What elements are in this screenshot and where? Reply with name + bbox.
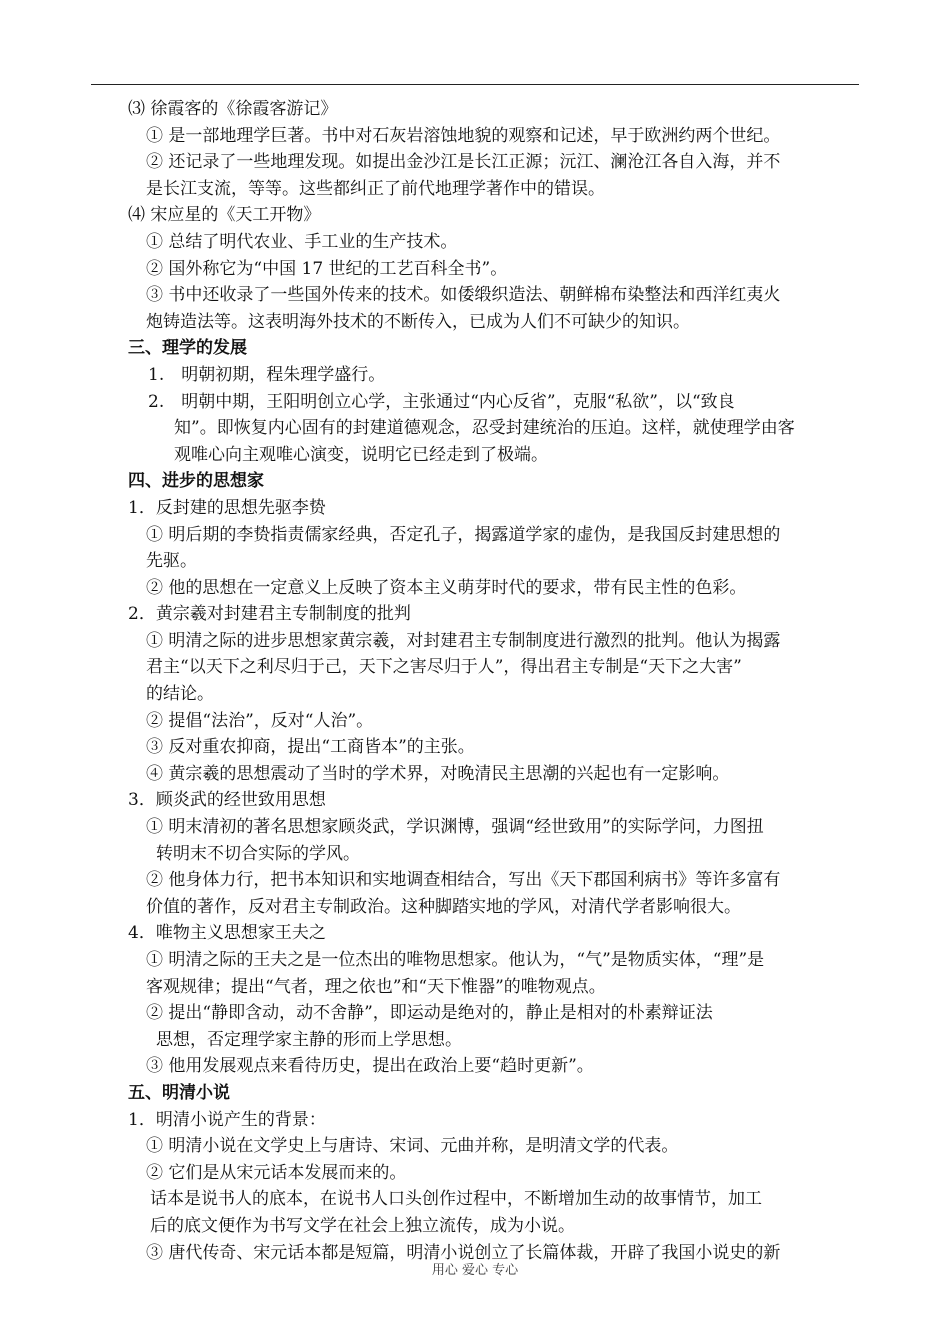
text-line: ① 明清之际的进步思想家黄宗羲，对封建君主专制制度进行激烈的批判。他认为揭露 bbox=[146, 630, 781, 651]
text-line: ② 还记录了一些地理发现。如提出金沙江是长江正源；沅江、澜沧江各自入海，并不 bbox=[146, 152, 781, 173]
text-line: ② 它们是从宋元话本发展而来的。 bbox=[146, 1162, 407, 1183]
text-line: 炮铸造法等。这表明海外技术的不断传入，已成为人们不可缺少的知识。 bbox=[146, 311, 690, 332]
text-line: ① 是一部地理学巨著。书中对石灰岩溶蚀地貌的观察和记述，早于欧洲约两个世纪。 bbox=[146, 125, 781, 146]
text-line: 2. 明朝中期，王阳明创立心学，主张通过“内心反省”，克服“私欲”，以“致良 bbox=[148, 391, 735, 412]
text-line: ④ 黄宗羲的思想震动了当时的学术界，对晚清民主思潮的兴起也有一定影响。 bbox=[146, 763, 730, 784]
page-footer: 用心 爱心 专心 bbox=[431, 1263, 519, 1278]
text-line: ③ 反对重农抑商，提出“工商皆本”的主张。 bbox=[146, 737, 475, 758]
section-heading: 四、进步的思想家 bbox=[128, 471, 264, 492]
text-line: 知”。即恢复内心固有的封建道德观念，忍受封建统治的压迫。这样，就使理学由客 bbox=[174, 418, 795, 439]
text-line: ① 明清之际的王夫之是一位杰出的唯物思想家。他认为，“气”是物质实体，“理”是 bbox=[146, 950, 765, 970]
text-line: 3．顾炎武的经世致用思想 bbox=[128, 790, 326, 811]
text-line: ② 国外称它为“中国 17 世纪的工艺百科全书”。 bbox=[146, 258, 508, 279]
text-line: 2．黄宗羲对封建君主专制制度的批判 bbox=[128, 604, 411, 625]
text-line: ① 明后期的李贽指责儒家经典，否定孔子，揭露道学家的虚伪，是我国反封建思想的 bbox=[146, 524, 781, 545]
text-line: 是长江支流，等等。这些都纠正了前代地理学著作中的错误。 bbox=[146, 178, 605, 199]
text-line: 转明末不切合实际的学风。 bbox=[156, 843, 360, 864]
text-line: 1. 明朝初期，程朱理学盛行。 bbox=[148, 364, 386, 385]
text-line: ③ 他用发展观点来看待历史，提出在政治上要“趋时更新”。 bbox=[146, 1056, 594, 1077]
text-line: ② 提出“静即含动，动不舍静”，即运动是绝对的，静止是相对的朴素辩证法 bbox=[146, 1003, 713, 1024]
text-line: ② 他身体力行，把书本知识和实地调查相结合，写出《天下郡国利病书》等许多富有 bbox=[146, 870, 781, 891]
text-line: 4．唯物主义思想家王夫之 bbox=[128, 923, 326, 944]
section-heading: 三、理学的发展 bbox=[128, 338, 247, 359]
section-heading: 五、明清小说 bbox=[128, 1082, 230, 1103]
text-line: ⑶ 徐霞客的《徐霞客游记》 bbox=[128, 99, 338, 119]
text-line: 君主“以天下之利尽归于己，天下之害尽归于人”，得出君主专制是“天下之大害” bbox=[146, 657, 742, 678]
text-line: 客观规律；提出“气者，理之依也”和“天下惟器”的唯物观点。 bbox=[146, 976, 606, 997]
text-line: ③ 书中还收录了一些国外传来的技术。如倭缎织造法、朝鲜棉布染整法和西洋红夷火 bbox=[146, 285, 781, 306]
text-line: 价值的著作，反对君主专制政治。这种脚踏实地的学风，对清代学者影响很大。 bbox=[146, 896, 741, 917]
text-line: 的结论。 bbox=[146, 684, 214, 705]
text-line: 话本是说书人的底本，在说书人口头创作过程中，不断增加生动的故事情节，加工 bbox=[150, 1189, 762, 1210]
text-line: ① 明末清初的著名思想家顾炎武，学识渊博，强调“经世致用”的实际学问，力图扭 bbox=[146, 817, 764, 838]
text-line: 观唯心向主观唯心演变，说明它已经走到了极端。 bbox=[174, 444, 548, 465]
document-body bbox=[128, 96, 861, 1266]
text-line: 先驱。 bbox=[146, 551, 197, 572]
text-line: 1．反封建的思想先驱李贽 bbox=[128, 497, 326, 518]
text-line: ② 提倡“法治”，反对“人治”。 bbox=[146, 710, 374, 731]
text-line: 1．明清小说产生的背景： bbox=[128, 1109, 326, 1130]
text-line: ③ 唐代传奇、宋元话本都是短篇，明清小说创立了长篇体裁，开辟了我国小说史的新 bbox=[146, 1242, 781, 1263]
header-rule bbox=[91, 84, 859, 85]
text-line: 思想，否定理学家主静的形而上学思想。 bbox=[156, 1029, 462, 1050]
text-line: ② 他的思想在一定意义上反映了资本主义萌芽时代的要求，带有民主性的色彩。 bbox=[146, 577, 747, 598]
text-line: ⑷ 宋应星的《天工开物》 bbox=[128, 205, 321, 226]
text-line: ① 明清小说在文学史上与唐诗、宋词、元曲并称，是明清文学的代表。 bbox=[146, 1136, 679, 1157]
text-line: ① 总结了明代农业、手工业的生产技术。 bbox=[146, 231, 458, 252]
text-line: 后的底文便作为书写文学在社会上独立流传，成为小说。 bbox=[150, 1215, 575, 1236]
